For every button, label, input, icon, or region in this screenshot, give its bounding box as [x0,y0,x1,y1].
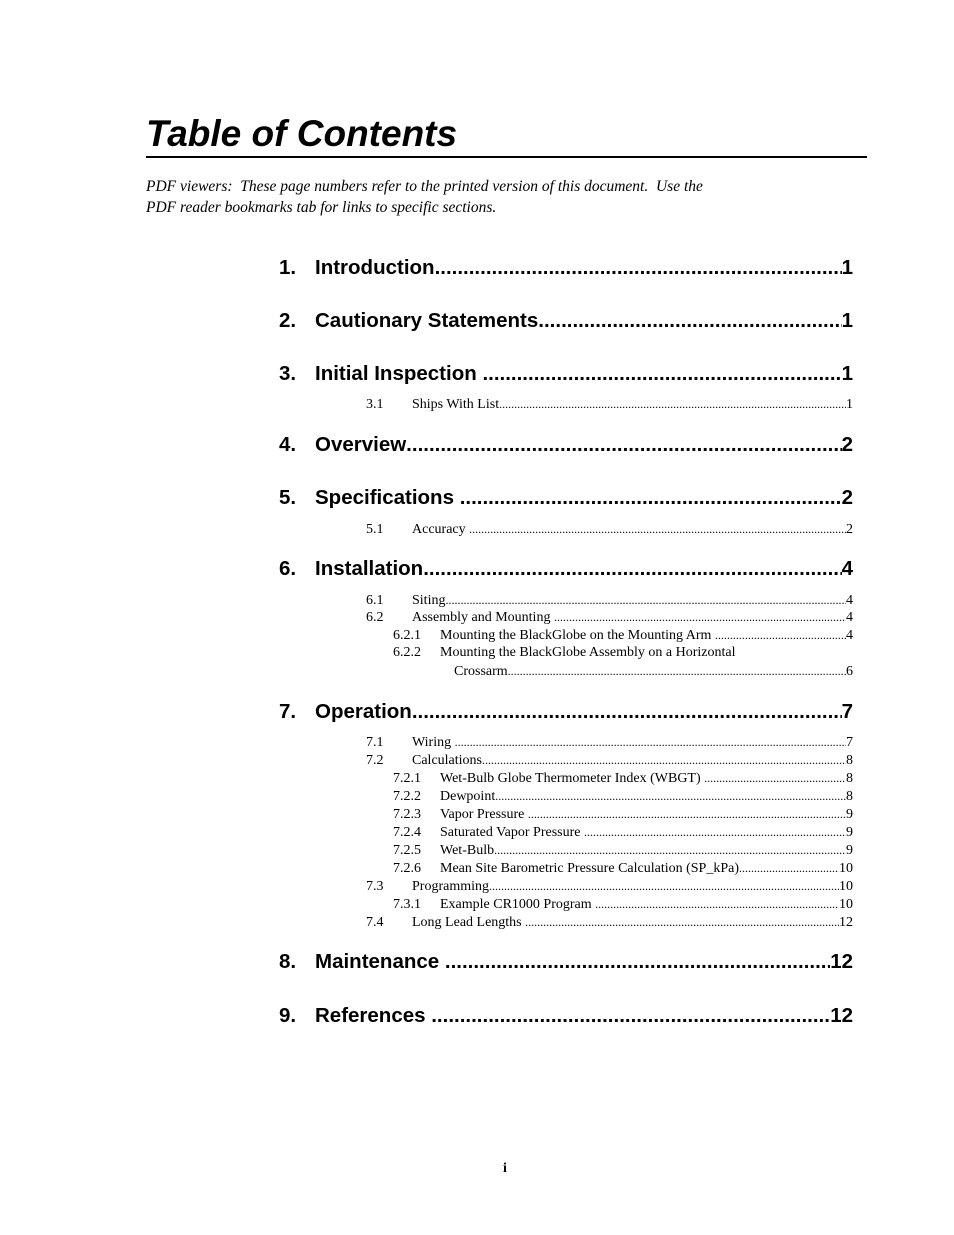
toc-leader [489,877,839,895]
toc-entry-mounting-on-crossarm-continued[interactable] [454,662,853,680]
toc-entry-dewpoint[interactable] [393,787,853,805]
toc-entry-cautionary-statements[interactable] [279,306,853,336]
toc-page: 1 [841,256,853,279]
toc-entry-maintenance[interactable] [279,947,853,977]
toc-leader [495,787,846,805]
toc-leader [482,751,846,769]
toc-label: Crossarm [454,664,508,679]
toc-entry-wbgt[interactable] [393,769,853,787]
toc-page: 4 [846,628,853,643]
toc-number: 7.2.6 [393,861,421,876]
note-line-2: PDF reader bookmarks tab for links to specific sections. [146,198,497,216]
toc-number: 7.2.2 [393,789,421,804]
toc-number: 9. [279,1004,297,1027]
toc-label: Introduction [315,256,435,279]
note-line-1: PDF viewers: These page numbers refer to the printed version of this document. Use the [146,178,703,195]
toc-page: 10 [839,861,853,876]
toc-leader [431,1001,830,1031]
toc-number: 6. [279,557,297,580]
toc-leader [435,253,842,283]
toc-number: 6.1 [366,593,384,608]
toc-label: Maintenance [315,950,445,973]
toc-number: 7.2.5 [393,843,421,858]
toc-label: Initial Inspection [315,362,483,385]
pdf-viewer-note [146,177,846,218]
toc-label: Wet-Bulb Globe Thermometer Index (WBGT) [440,771,705,786]
toc-label: Assembly and Mounting [412,610,554,625]
toc-label: Saturated Vapor Pressure [440,825,584,840]
toc-page: 12 [830,1004,853,1027]
toc-label: Mounting the BlackGlobe Assembly on a Horizontal [440,645,736,660]
toc-entry-siting[interactable] [366,591,853,609]
toc-entry-operation[interactable] [279,697,853,727]
toc-number: 6.2.2 [393,645,421,660]
toc-entry-accuracy[interactable] [366,520,853,538]
toc-label: Operation [315,700,412,723]
toc-entry-specifications[interactable] [279,483,853,513]
toc-number: 7.2 [366,753,384,768]
toc-label: Example CR1000 Program [440,897,596,912]
toc-number: 1. [279,256,297,279]
toc-label: Wiring [412,735,455,750]
toc-entry-introduction[interactable] [279,253,853,283]
page-number: i [503,1161,507,1176]
toc-number: 7.2.4 [393,825,421,840]
toc-page: 8 [846,771,853,786]
toc-page: 12 [839,915,853,930]
toc-page: 4 [841,557,853,580]
toc-leader [595,895,839,913]
toc-number: 7.2.1 [393,771,421,786]
toc-page: 2 [841,433,853,456]
toc-entry-overview[interactable] [279,430,853,460]
toc-entry-long-lead-lengths[interactable] [366,913,853,931]
toc-leader [445,947,830,977]
toc-number: 6.2 [366,610,384,625]
toc-label: Long Lead Lengths [412,915,526,930]
toc-entry-assembly-and-mounting[interactable] [366,608,853,626]
title-rule [146,156,867,158]
toc-leader [469,520,846,538]
toc-leader [406,430,841,460]
toc-leader [584,823,846,841]
toc-number: 5.1 [366,522,384,537]
toc-page: 8 [846,789,853,804]
toc-number: 8. [279,950,297,973]
toc-leader [525,913,839,931]
toc-entry-wet-bulb[interactable] [393,841,853,859]
toc-number: 4. [279,433,297,456]
toc-number: 2. [279,309,297,332]
toc-entry-mounting-on-arm[interactable] [393,626,853,644]
toc-number: 7. [279,700,297,723]
toc-page: 4 [846,593,853,608]
toc-label: Dewpoint [440,789,496,804]
toc-entry-example-cr1000-program[interactable] [393,895,853,913]
toc-number: 7.4 [366,915,384,930]
toc-label: Siting [412,593,446,608]
toc-page: 12 [830,950,853,973]
toc-number: 6.2.1 [393,628,421,643]
toc-label: References [315,1004,432,1027]
toc-leader [494,841,846,859]
toc-leader [445,591,846,609]
toc-leader [554,608,846,626]
toc-page: 8 [846,753,853,768]
toc-label: Wet-Bulb [440,843,495,858]
toc-entry-vapor-pressure[interactable] [393,805,853,823]
toc-leader [423,554,841,584]
toc-page: 1 [846,397,853,412]
toc-page: 2 [846,522,853,537]
toc-page: 10 [839,879,853,894]
toc-page: 4 [846,610,853,625]
toc-label: Specifications [315,486,460,509]
toc-label: Accuracy [412,522,470,537]
toc-label: Mounting the BlackGlobe on the Mounting Arm [440,628,715,643]
toc-page: 7 [841,700,853,723]
toc-page: 10 [839,897,853,912]
toc-leader [715,626,846,644]
toc-entry-calculations[interactable] [366,751,853,769]
toc-leader [460,483,842,513]
toc-label: Cautionary Statements [315,309,539,332]
toc-label: Calculations [412,753,482,768]
toc-label: Mean Site Barometric Pressure Calculation (SP_kPa) [440,861,739,876]
toc-leader [508,662,846,680]
toc-entry-barometric-pressure[interactable] [393,859,853,877]
toc-entry-wiring[interactable] [366,733,853,751]
toc-leader [704,769,846,787]
toc-leader [739,859,839,877]
toc-label: Ships With List [412,397,500,412]
toc-entry-installation[interactable] [279,554,853,584]
toc-number: 3.1 [366,397,384,412]
toc-number: 7.1 [366,735,384,750]
toc-leader [412,697,842,727]
toc-label: Vapor Pressure [440,807,528,822]
toc-page: 6 [846,664,853,679]
toc-leader [455,733,846,751]
toc-entry-ships-with-list[interactable] [366,395,853,413]
toc-page: 1 [841,309,853,332]
toc-leader [538,306,841,336]
toc-leader [499,395,846,413]
toc-leader [482,359,841,389]
toc-page: 9 [846,807,853,822]
toc-number: 3. [279,362,297,385]
toc-entry-references[interactable] [279,1001,853,1031]
toc-leader [528,805,846,823]
toc-page: 9 [846,843,853,858]
toc-page: 2 [841,486,853,509]
toc-page: 9 [846,825,853,840]
toc-number: 7.3 [366,879,384,894]
page-title: Table of Contents [146,113,458,154]
toc-page: 7 [846,735,853,750]
toc-number: 7.2.3 [393,807,421,822]
toc-number: 7.3.1 [393,897,421,912]
toc-entry-programming[interactable] [366,877,853,895]
toc-label: Programming [412,879,489,894]
toc-entry-mounting-on-crossarm[interactable] [393,644,736,662]
toc-entry-initial-inspection[interactable] [279,359,853,389]
toc-label: Installation [315,557,424,580]
toc-label: Overview [315,433,407,456]
toc-page: 1 [841,362,853,385]
toc-entry-saturated-vapor-pressure[interactable] [393,823,853,841]
toc-number: 5. [279,486,297,509]
